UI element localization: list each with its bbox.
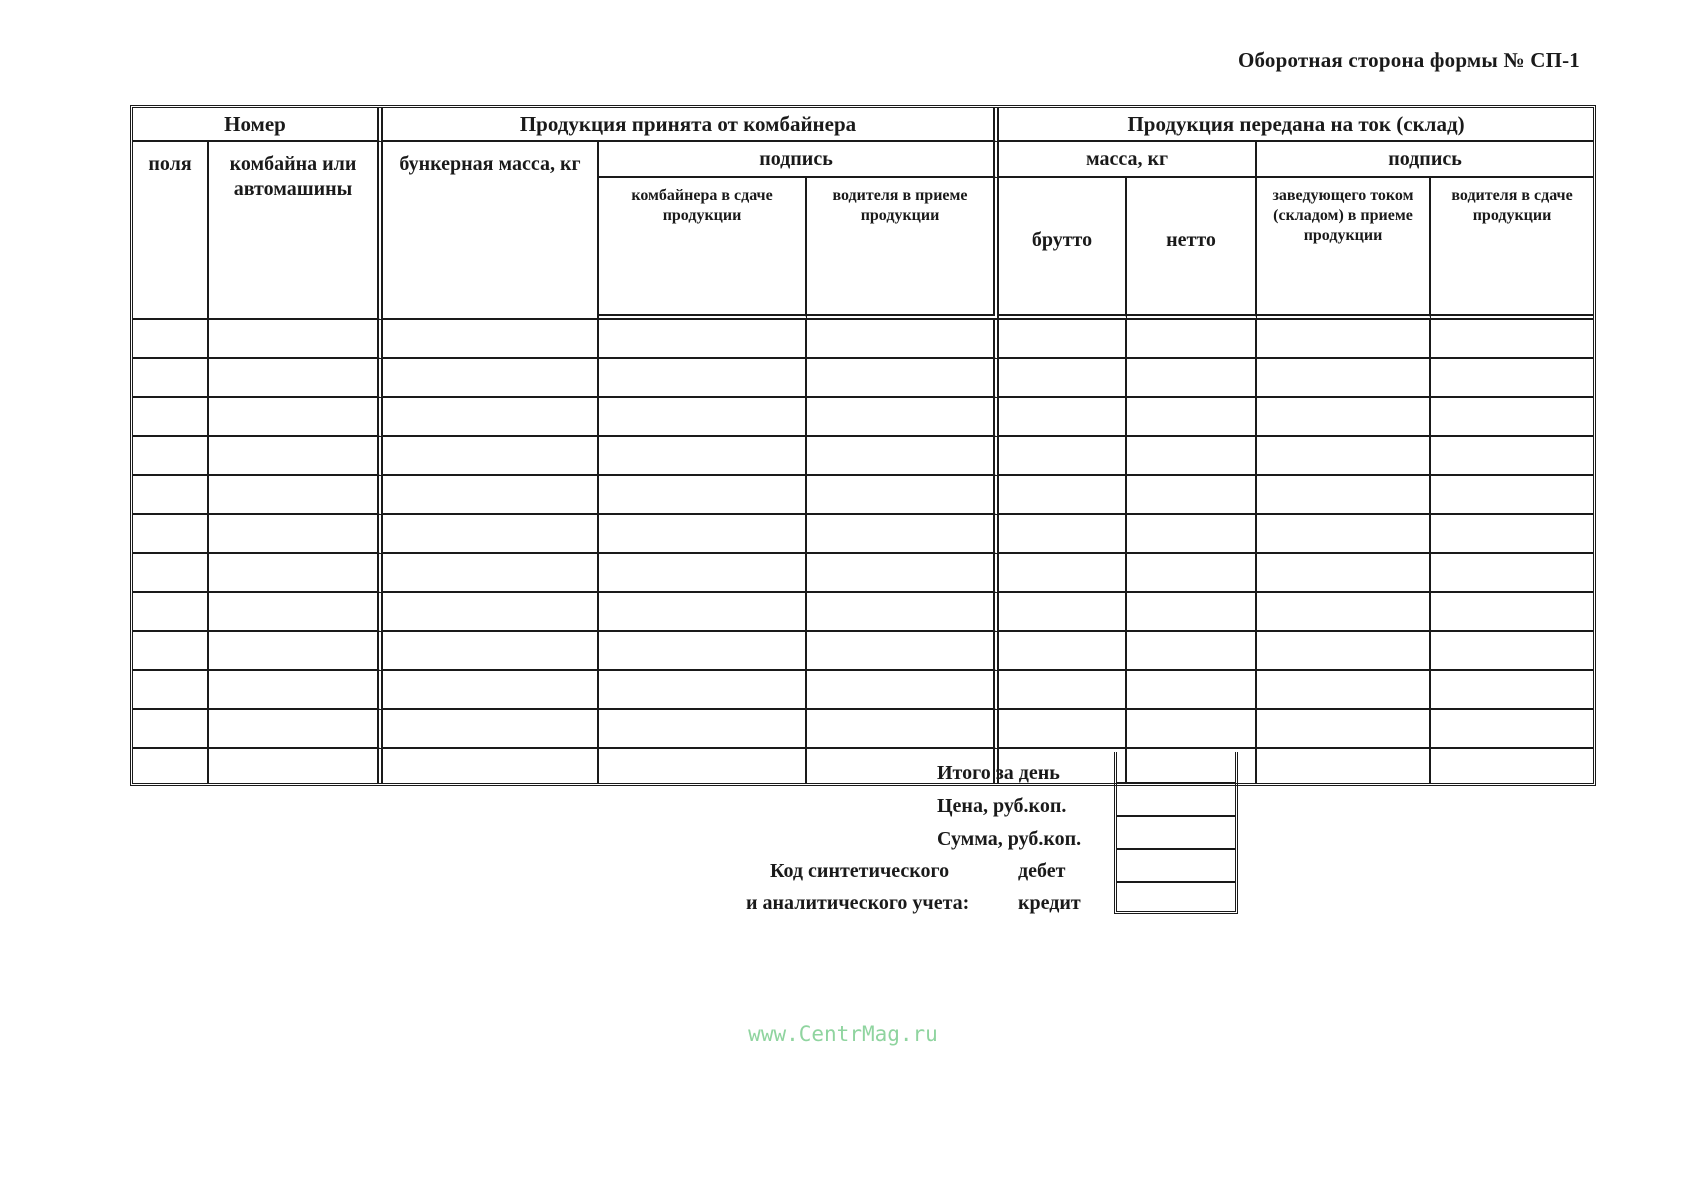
cell-combine[interactable] <box>209 710 383 749</box>
cell-net[interactable] <box>1127 632 1257 671</box>
label-code-line2: и аналитического учета: <box>746 892 970 914</box>
cell-field[interactable] <box>133 749 209 783</box>
table-row <box>133 515 1593 554</box>
cell-driver-handover-sign[interactable] <box>1431 749 1593 783</box>
header-manager-accept-sign: заведующего током (складом) в приеме продукции <box>1257 178 1431 320</box>
cell-field[interactable] <box>133 320 209 359</box>
cell-bunker-mass[interactable] <box>383 671 599 710</box>
header-bunker-mass: бункерная масса, кг <box>383 142 599 320</box>
cell-net[interactable] <box>1127 359 1257 398</box>
header-net: нетто <box>1127 178 1257 320</box>
cell-driver-handover-sign[interactable] <box>1431 554 1593 593</box>
cell-combine[interactable] <box>209 554 383 593</box>
cell-field[interactable] <box>133 710 209 749</box>
cell-field[interactable] <box>133 359 209 398</box>
cell-gross[interactable] <box>999 359 1127 398</box>
label-sum: Сумма, руб.коп. <box>937 828 1082 850</box>
form-title: Оборотная сторона формы № СП-1 <box>1237 48 1580 72</box>
cell-gross[interactable] <box>999 554 1127 593</box>
cell-manager-sign[interactable] <box>1257 320 1431 359</box>
cell-driver-sign[interactable] <box>807 359 999 398</box>
cell-net[interactable] <box>1127 710 1257 749</box>
header-driver-handover-sign: водителя в сдаче продукции <box>1431 178 1593 320</box>
table-row <box>133 359 1593 398</box>
cell-combine[interactable] <box>209 632 383 671</box>
header-driver-accept-sign: водителя в приеме продукции <box>807 178 999 320</box>
cell-manager-sign[interactable] <box>1257 710 1431 749</box>
header-received-from-combine: Продукция принята от комбайнера <box>383 108 999 142</box>
cell-combine[interactable] <box>209 515 383 554</box>
cell-bunker-mass[interactable] <box>383 710 599 749</box>
cell-driver-handover-sign[interactable] <box>1431 398 1593 437</box>
table-row <box>133 398 1593 437</box>
cell-manager-sign[interactable] <box>1257 749 1431 783</box>
totals-section <box>700 752 1250 922</box>
cell-driver-sign[interactable] <box>807 593 999 632</box>
cell-bunker-mass[interactable] <box>383 359 599 398</box>
cell-driver-sign[interactable] <box>807 398 999 437</box>
cell-bunker-mass[interactable] <box>383 749 599 783</box>
cell-combine-sign[interactable] <box>599 632 807 671</box>
table-row <box>133 632 1593 671</box>
cell-driver-handover-sign[interactable] <box>1431 632 1593 671</box>
cell-manager-sign[interactable] <box>1257 632 1431 671</box>
cell-bunker-mass[interactable] <box>383 437 599 476</box>
cell-gross[interactable] <box>999 437 1127 476</box>
cell-driver-sign[interactable] <box>807 476 999 515</box>
cell-field[interactable] <box>133 671 209 710</box>
table-row <box>133 671 1593 710</box>
cell-net[interactable] <box>1127 671 1257 710</box>
cell-net[interactable] <box>1127 554 1257 593</box>
cell-gross[interactable] <box>999 515 1127 554</box>
cell-manager-sign[interactable] <box>1257 476 1431 515</box>
cell-net[interactable] <box>1127 320 1257 359</box>
total-debit-cell[interactable] <box>1117 848 1235 881</box>
cell-combine-sign[interactable] <box>599 398 807 437</box>
cell-combine-sign[interactable] <box>599 437 807 476</box>
cell-bunker-mass[interactable] <box>383 593 599 632</box>
header-signature-transferred: подпись <box>1257 142 1593 178</box>
cell-driver-handover-sign[interactable] <box>1431 593 1593 632</box>
cell-combine-sign[interactable] <box>599 710 807 749</box>
table-row <box>133 710 1593 749</box>
cell-manager-sign[interactable] <box>1257 671 1431 710</box>
cell-manager-sign[interactable] <box>1257 398 1431 437</box>
cell-field[interactable] <box>133 437 209 476</box>
cell-net[interactable] <box>1127 437 1257 476</box>
table-row <box>133 320 1593 359</box>
total-price-cell[interactable] <box>1117 782 1235 815</box>
total-credit-cell[interactable] <box>1117 881 1235 914</box>
cell-field[interactable] <box>133 515 209 554</box>
cell-field[interactable] <box>133 476 209 515</box>
cell-bunker-mass[interactable] <box>383 515 599 554</box>
header-transferred-to-storage: Продукция передана на ток (склад) <box>999 108 1593 142</box>
header-field: поля <box>133 142 209 320</box>
cell-combine-sign[interactable] <box>599 515 807 554</box>
cell-driver-sign[interactable] <box>807 320 999 359</box>
cell-driver-sign[interactable] <box>807 554 999 593</box>
table-row <box>133 593 1593 632</box>
cell-gross[interactable] <box>999 398 1127 437</box>
cell-driver-sign[interactable] <box>807 710 999 749</box>
cell-bunker-mass[interactable] <box>383 632 599 671</box>
table-row <box>133 554 1593 593</box>
cell-driver-sign[interactable] <box>807 632 999 671</box>
cell-bunker-mass[interactable] <box>383 398 599 437</box>
cell-manager-sign[interactable] <box>1257 554 1431 593</box>
cell-gross[interactable] <box>999 632 1127 671</box>
cell-combine[interactable] <box>209 359 383 398</box>
cell-combine[interactable] <box>209 398 383 437</box>
cell-combine[interactable] <box>209 476 383 515</box>
cell-driver-handover-sign[interactable] <box>1431 710 1593 749</box>
cell-manager-sign[interactable] <box>1257 359 1431 398</box>
watermark: www.CentrMag.ru <box>748 1022 938 1046</box>
total-day-cell[interactable] <box>1117 752 1235 782</box>
header-gross: брутто <box>999 178 1127 320</box>
product-transfer-table <box>130 105 1590 786</box>
cell-bunker-mass[interactable] <box>383 476 599 515</box>
label-day-total: Итого за день <box>937 762 1060 784</box>
totals-box <box>1114 752 1238 914</box>
cell-combine-sign[interactable] <box>599 320 807 359</box>
cell-gross[interactable] <box>999 671 1127 710</box>
cell-manager-sign[interactable] <box>1257 593 1431 632</box>
cell-driver-handover-sign[interactable] <box>1431 437 1593 476</box>
cell-net[interactable] <box>1127 593 1257 632</box>
cell-driver-sign[interactable] <box>807 515 999 554</box>
cell-field[interactable] <box>133 554 209 593</box>
cell-combine[interactable] <box>209 671 383 710</box>
cell-combine-sign[interactable] <box>599 554 807 593</box>
label-debit: дебет <box>1018 860 1066 882</box>
cell-manager-sign[interactable] <box>1257 437 1431 476</box>
cell-combine-sign[interactable] <box>599 593 807 632</box>
cell-field[interactable] <box>133 593 209 632</box>
cell-combine-sign[interactable] <box>599 359 807 398</box>
cell-gross[interactable] <box>999 593 1127 632</box>
cell-combine-sign[interactable] <box>599 671 807 710</box>
header-number: Номер <box>133 108 383 142</box>
header-mass: масса, кг <box>999 142 1257 178</box>
header-signature-received: подпись <box>599 142 999 178</box>
cell-gross[interactable] <box>999 476 1127 515</box>
cell-net[interactable] <box>1127 398 1257 437</box>
cell-driver-handover-sign[interactable] <box>1431 476 1593 515</box>
cell-combine[interactable] <box>209 320 383 359</box>
cell-combine[interactable] <box>209 749 383 783</box>
cell-driver-handover-sign[interactable] <box>1431 671 1593 710</box>
cell-manager-sign[interactable] <box>1257 515 1431 554</box>
cell-field[interactable] <box>133 398 209 437</box>
total-sum-cell[interactable] <box>1117 815 1235 848</box>
cell-net[interactable] <box>1127 515 1257 554</box>
label-credit: кредит <box>1018 892 1081 914</box>
form-grid <box>130 105 1596 786</box>
label-price: Цена, руб.коп. <box>937 795 1067 817</box>
cell-driver-sign[interactable] <box>807 437 999 476</box>
cell-combine[interactable] <box>209 437 383 476</box>
cell-bunker-mass[interactable] <box>383 320 599 359</box>
cell-combine-sign[interactable] <box>599 476 807 515</box>
cell-driver-handover-sign[interactable] <box>1431 359 1593 398</box>
label-code-line1: Код синтетического <box>770 860 950 882</box>
cell-combine[interactable] <box>209 593 383 632</box>
cell-net[interactable] <box>1127 476 1257 515</box>
cell-gross[interactable] <box>999 710 1127 749</box>
table-row <box>133 476 1593 515</box>
header-combine-or-vehicle: комбайна или автомашины <box>209 142 383 320</box>
cell-driver-sign[interactable] <box>807 671 999 710</box>
header-combine-operator-sign: комбайнера в сдаче продукции <box>599 178 807 320</box>
cell-bunker-mass[interactable] <box>383 554 599 593</box>
cell-driver-handover-sign[interactable] <box>1431 320 1593 359</box>
table-row <box>133 437 1593 476</box>
cell-gross[interactable] <box>999 320 1127 359</box>
cell-driver-handover-sign[interactable] <box>1431 515 1593 554</box>
cell-field[interactable] <box>133 632 209 671</box>
